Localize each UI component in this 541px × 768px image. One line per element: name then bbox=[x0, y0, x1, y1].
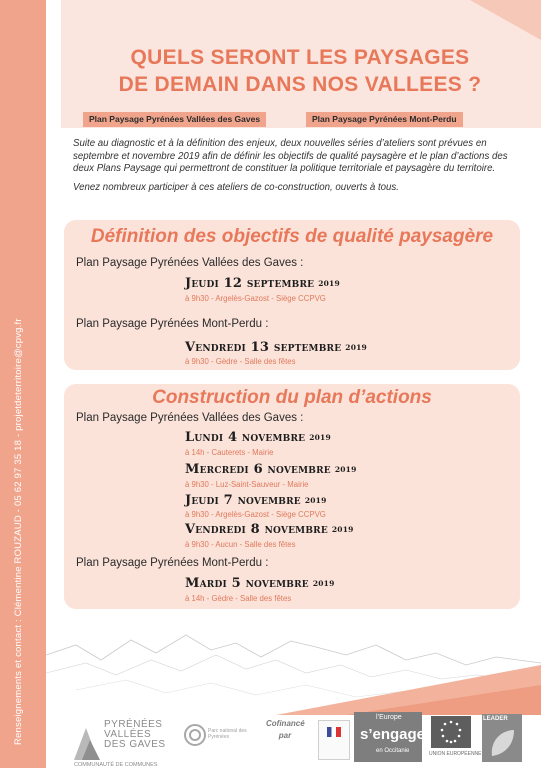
plan-label-mont-perdu: Plan Paysage Pyrénées Mont-Perdu : bbox=[76, 557, 269, 569]
plan-label-gaves: Plan Paysage Pyrénées Vallées des Gaves : bbox=[76, 257, 304, 269]
logo-europe-sengage bbox=[354, 712, 426, 762]
event-day: Mercredi 6 novembre bbox=[185, 462, 331, 477]
logo1-text-3: DES GAVES bbox=[104, 739, 166, 750]
europe-sub-text: en Occitanie bbox=[376, 748, 410, 754]
intro-paragraph-2: Venez nombreux participer à ces ateliers de co-construction, ouverts à tous. bbox=[73, 181, 399, 193]
tag-mont-perdu: Plan Paysage Pyrénées Mont-Perdu bbox=[306, 112, 463, 127]
event-year: 2019 bbox=[331, 525, 354, 534]
event-year: 2019 bbox=[309, 433, 331, 442]
event-day: Jeudi 12 septembre bbox=[185, 276, 315, 291]
page-title bbox=[70, 44, 530, 98]
mountain-logo-icon bbox=[72, 722, 102, 762]
event-day: Mardi 5 novembre bbox=[185, 576, 309, 591]
header-corner-decoration bbox=[470, 0, 541, 40]
title-line-2: DE DEMAIN DANS NOS VALLEES ? bbox=[118, 73, 482, 96]
plan-label-gaves: Plan Paysage Pyrénées Vallées des Gaves : bbox=[76, 412, 304, 424]
leader-text: LEADER bbox=[483, 716, 508, 722]
logo1-subtitle: COMMUNAUTÉ DE COMMUNES bbox=[74, 762, 158, 768]
leaf-icon bbox=[482, 722, 522, 762]
event-date bbox=[185, 430, 331, 445]
event-date bbox=[185, 340, 367, 355]
republique-logo bbox=[318, 720, 350, 760]
left-side-band bbox=[0, 0, 46, 768]
tag-vallees-des-gaves: Plan Paysage Pyrénées Vallées des Gaves bbox=[83, 112, 266, 127]
event-info: à 9h30 - Argelès-Gazost - Siège CCPVG bbox=[185, 510, 326, 519]
logo1-text-1: PYRÉNÉES bbox=[104, 719, 163, 730]
event-info: à 9h30 - Luz-Saint-Sauveur - Mairie bbox=[185, 480, 309, 489]
event-date bbox=[185, 493, 327, 508]
eu-label: UNION EUROPÉENNE bbox=[429, 751, 482, 757]
event-info: à 9h30 - Aucun - Salle des fêtes bbox=[185, 540, 296, 549]
section-objectives-title: Définition des objectifs de qualité paysagère bbox=[90, 226, 494, 247]
eu-stars-icon bbox=[431, 716, 471, 748]
logo2-text: Parc national des Pyrénées bbox=[208, 728, 247, 740]
event-year: 2019 bbox=[318, 279, 340, 288]
eu-flag-icon bbox=[431, 716, 471, 748]
footer-logos bbox=[64, 710, 541, 768]
logo-cc-pyrenees-vallees-des-gaves bbox=[72, 716, 182, 766]
logo-union-europeenne bbox=[429, 716, 482, 760]
event-day: Vendredi 8 novembre bbox=[185, 522, 328, 537]
spiral-icon bbox=[184, 724, 206, 746]
event-date bbox=[185, 276, 340, 291]
event-info: à 14h - Gèdre - Salle des fêtes bbox=[185, 594, 292, 603]
title-line-1: QUELS SERONT LES PAYSAGES bbox=[130, 46, 470, 69]
plan-label-mont-perdu: Plan Paysage Pyrénées Mont-Perdu : bbox=[76, 318, 269, 330]
europe-main-text: s’engage bbox=[360, 726, 426, 743]
section-actions-title: Construction du plan d’actions bbox=[152, 387, 432, 408]
logo-leader bbox=[482, 714, 522, 762]
cofinance-label: Cofinancé par bbox=[266, 719, 305, 740]
event-date bbox=[185, 462, 357, 477]
logo-parc-national bbox=[184, 718, 246, 758]
europe-top-text: l’Europe bbox=[376, 714, 402, 721]
contact-info: Renseignements et contact : Clémentine ROUZAUD - 05 62 97 35 18 - projetdeterritoire@cpvg.fr bbox=[13, 318, 24, 745]
event-day: Vendredi 13 septembre bbox=[185, 340, 342, 355]
event-year: 2019 bbox=[345, 343, 367, 352]
mountain-illustration bbox=[46, 605, 541, 715]
event-date bbox=[185, 522, 354, 537]
intro-text bbox=[73, 138, 523, 200]
event-year: 2019 bbox=[312, 579, 335, 588]
intro-paragraph-1: Suite au diagnostic et à la définition des enjeux, deux nouvelles séries d’ateliers sont prévues en septembre et novembre 2019 afin de définir les objectifs de qualité paysagère et le plan d’actions des deux Plans Paysage qui permettront de constituer la politique territoriale et paysagère du territoire. bbox=[73, 138, 508, 174]
event-year: 2019 bbox=[304, 496, 327, 505]
logo1-text-2: VALLÉES bbox=[104, 729, 152, 740]
event-date bbox=[185, 576, 335, 591]
event-info: à 14h - Cauterets - Mairie bbox=[185, 448, 274, 457]
event-year: 2019 bbox=[334, 465, 357, 474]
event-info: à 9h30 - Argelès-Gazost - Siège CCPVG bbox=[185, 294, 326, 303]
event-info: à 9h30 - Gèdre - Salle des fêtes bbox=[185, 357, 296, 366]
event-day: Jeudi 7 novembre bbox=[185, 493, 301, 508]
event-day: Lundi 4 novembre bbox=[185, 430, 306, 445]
